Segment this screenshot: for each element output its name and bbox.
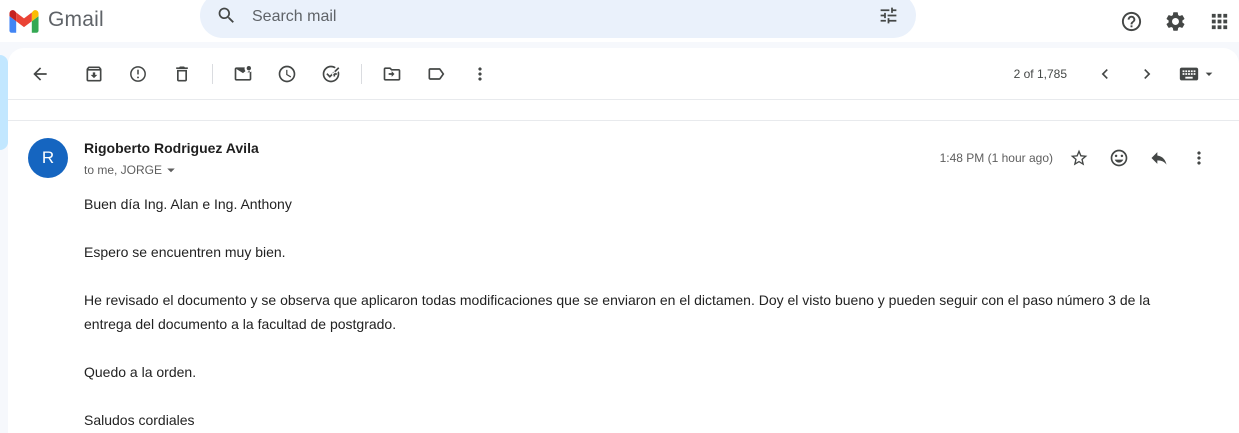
snooze-clock-icon: [277, 64, 297, 84]
mail-toolbar: [8, 48, 1239, 100]
help-button[interactable]: [1111, 1, 1151, 41]
sender-avatar[interactable]: R: [28, 138, 68, 178]
body-paragraph: Saludos cordiales: [84, 412, 195, 428]
input-tools-button[interactable]: [1169, 54, 1225, 94]
body-paragraph: Buen día Ing. Alan e Ing. Anthony: [84, 196, 292, 212]
emoji-smiley-icon: [1109, 148, 1129, 168]
email-timestamp: 1:48 PM (1 hour ago): [939, 151, 1053, 165]
search-input[interactable]: [246, 8, 868, 26]
email-meta: [940, 138, 1219, 178]
subject-strip: [8, 100, 1239, 121]
archive-icon: [84, 64, 104, 84]
mark-unread-icon: [233, 64, 253, 84]
reply-button[interactable]: [1139, 138, 1179, 178]
search-bar[interactable]: [200, 0, 916, 38]
google-apps-button[interactable]: [1199, 1, 1239, 41]
gmail-header: [0, 0, 1239, 42]
newer-email-button[interactable]: [1085, 54, 1125, 94]
star-button[interactable]: [1059, 138, 1099, 178]
email-body: [84, 192, 1195, 432]
report-spam-button[interactable]: [118, 54, 158, 94]
star-icon: [1069, 148, 1089, 168]
settings-button[interactable]: [1155, 1, 1195, 41]
gmail-wordmark: Gmail: [48, 8, 104, 31]
toolbar-group-mail-actions: [223, 54, 351, 94]
mark-unread-button[interactable]: [223, 54, 263, 94]
toolbar-group-organize: [372, 54, 500, 94]
recipients-label: to me, JORGE: [84, 162, 163, 177]
move-to-button[interactable]: [372, 54, 412, 94]
older-email-button[interactable]: [1127, 54, 1167, 94]
chevron-right-icon: [1137, 64, 1157, 84]
search-button[interactable]: [206, 0, 246, 36]
header-actions: [1111, 1, 1239, 41]
tune-icon: [878, 5, 899, 26]
chevron-left-icon: [1095, 64, 1115, 84]
mail-view-card: [8, 48, 1239, 433]
search-icon: [216, 5, 237, 26]
help-icon: [1120, 10, 1143, 33]
report-spam-icon: [128, 64, 148, 84]
body-paragraph: Espero se encuentren muy bien.: [84, 244, 286, 260]
more-vert-icon: [470, 64, 490, 84]
toolbar-group-archive: [74, 54, 202, 94]
delete-icon: [172, 64, 192, 84]
add-to-tasks-icon: [321, 64, 341, 84]
more-vert-icon: [1189, 148, 1209, 168]
label-tag-icon: [426, 64, 446, 84]
apps-grid-icon: [1208, 10, 1231, 33]
toolbar-pagination: [1014, 54, 1225, 94]
search-options-button[interactable]: [868, 0, 908, 36]
more-options-button[interactable]: [460, 54, 500, 94]
gmail-logo[interactable]: [0, 8, 180, 34]
toolbar-divider: [212, 64, 213, 84]
delete-button[interactable]: [162, 54, 202, 94]
move-to-folder-icon: [382, 64, 402, 84]
keyboard-icon: [1178, 63, 1200, 85]
recipients-toggle[interactable]: [84, 160, 259, 179]
sender-block: [84, 138, 259, 179]
dropdown-caret-icon: [1201, 66, 1217, 82]
reply-arrow-icon: [1149, 148, 1169, 168]
back-button[interactable]: [20, 54, 60, 94]
labels-button[interactable]: [416, 54, 456, 94]
archive-button[interactable]: [74, 54, 114, 94]
toolbar-divider: [361, 64, 362, 84]
sidebar-selected-pill[interactable]: [0, 55, 8, 150]
emoji-reaction-button[interactable]: [1099, 138, 1139, 178]
dropdown-caret-icon: [162, 161, 180, 179]
settings-gear-icon: [1164, 10, 1187, 33]
pagination-count: 2 of 1,785: [1013, 66, 1067, 81]
message-more-button[interactable]: [1179, 138, 1219, 178]
body-paragraph: Quedo a la orden.: [84, 364, 197, 380]
gmail-m-icon: [9, 10, 39, 33]
email-message: [8, 121, 1239, 432]
email-header: [28, 138, 1219, 179]
snooze-button[interactable]: [267, 54, 307, 94]
body-paragraph: He revisado el documento y se observa que aplicaron todas modificaciones que se enviaron en el dictamen. Doy el visto bueno y pueden seguir con el paso número 3 de la entrega del documento a la facultad de postgrado.: [84, 292, 1151, 332]
sender-name: Rigoberto Rodriguez Avila: [84, 140, 259, 156]
add-to-tasks-button[interactable]: [311, 54, 351, 94]
back-arrow-icon: [30, 64, 50, 84]
